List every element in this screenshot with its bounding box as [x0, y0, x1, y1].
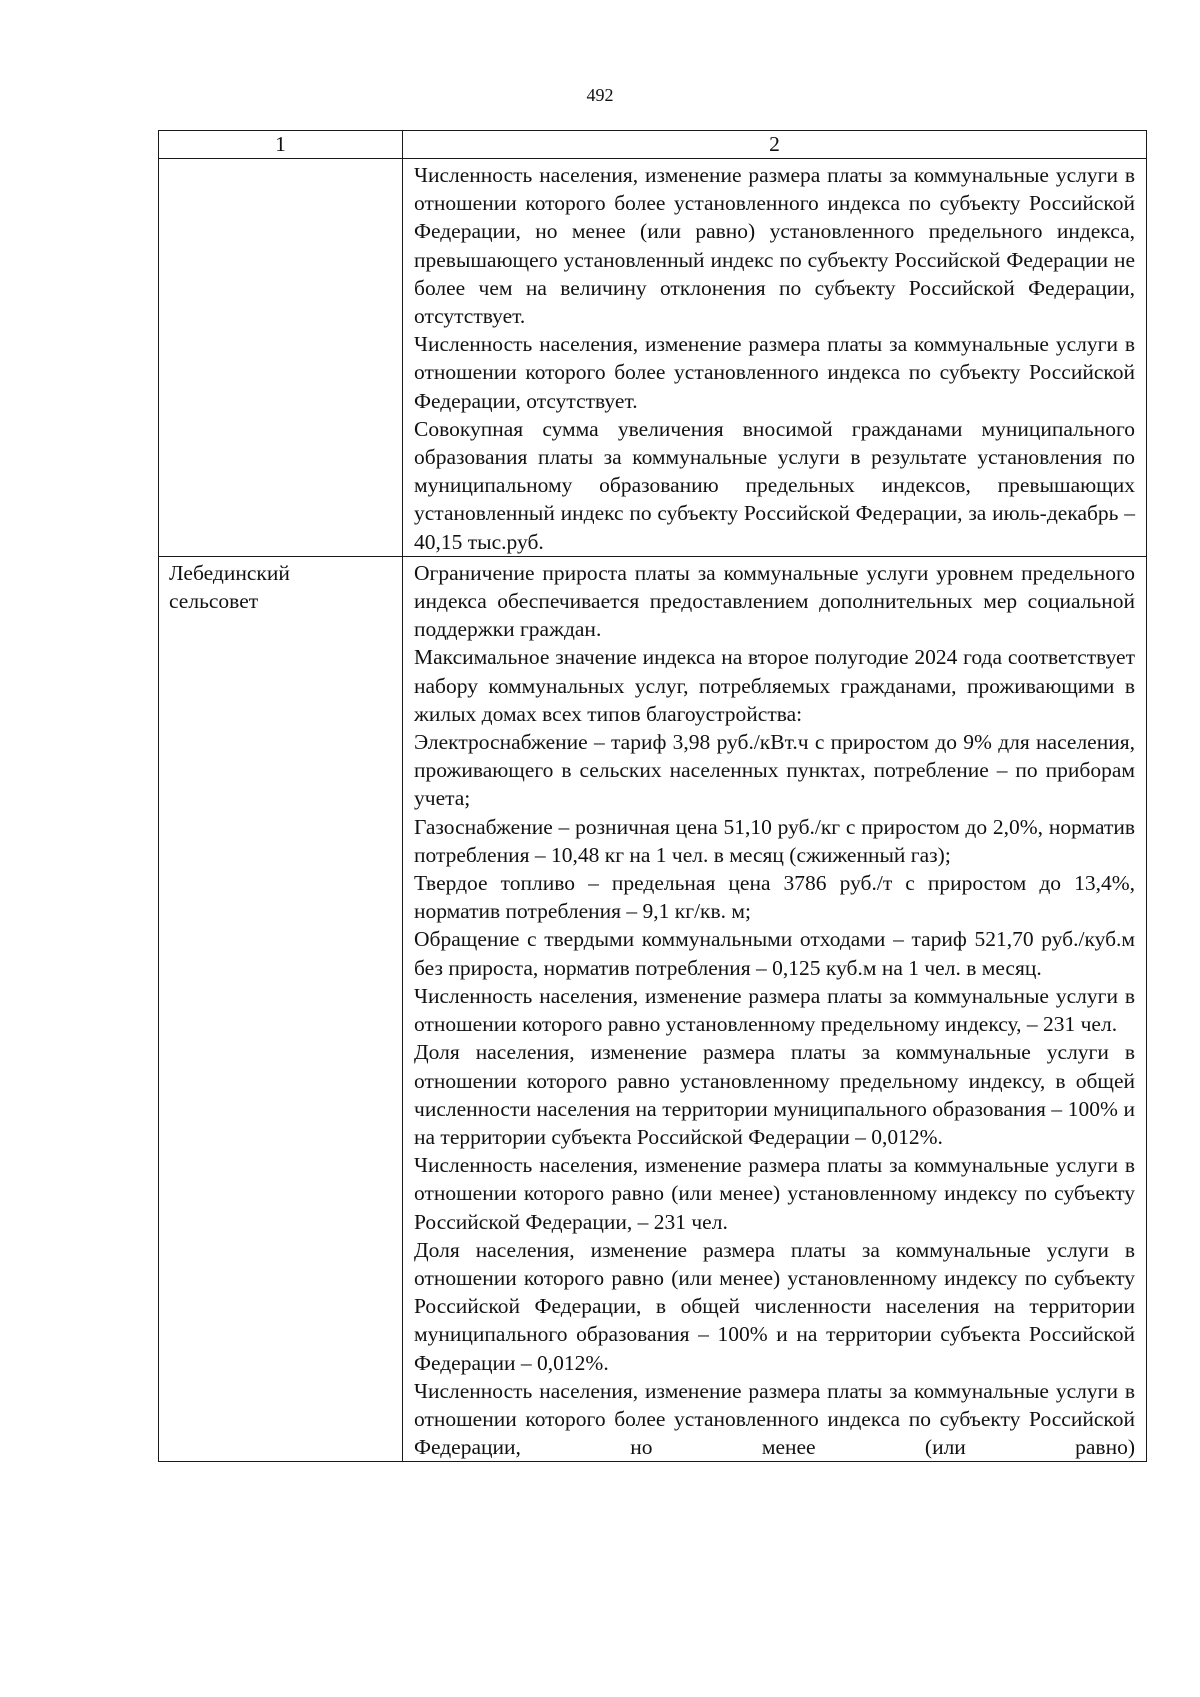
paragraph: Численность населения, изменение размера платы за коммунальные услуги в отношении которого равно (или менее) установленному индексу по субъекту Российской Федерации, – 231 чел.	[414, 1153, 1135, 1234]
paragraph: Доля населения, изменение размера платы за коммунальные услуги в отношении которого равно установленному предельному индексу, в общей численности населения на территории муниципального образования – 100% и на территории субъекта Российской Федерации – 0,012%.	[414, 1040, 1135, 1149]
paragraph: Газоснабжение – розничная цена 51,10 руб./кг с приростом до 2,0%, норматив потребления – 10,48 кг на 1 чел. в месяц (сжиженный газ);	[414, 814, 1135, 867]
table-row	[159, 556, 1147, 1462]
page-number: 492	[586, 85, 614, 105]
municipality-cell	[159, 556, 403, 1462]
description-cell	[403, 556, 1147, 1462]
paragraph: Обращение с твердыми коммунальными отходами – тариф 521,70 руб./куб.м без прироста, норматив потребления – 0,125 куб.м на 1 чел. в месяц.	[414, 927, 1135, 980]
paragraph: Твердое топливо – предельная цена 3786 руб./т с приростом до 13,4%, норматив потребления – 9,1 кг/кв. м;	[414, 871, 1135, 924]
document-table	[158, 130, 1147, 1462]
column-header-1: 1	[159, 131, 403, 159]
paragraph: Совокупная сумма увеличения вносимой гражданами муниципального образования платы за коммунальные услуги в результате установления по муниципальному образованию предельных индексов, превышающих установленный индекс по субъекту Российской Федерации, за июль-декабрь – 40,15 тыс.руб.	[414, 416, 1135, 554]
paragraph: Численность населения, изменение размера платы за коммунальные услуги в отношении которого более установленного индекса по субъекту Российской Федерации, но менее (или равно) установленного предельного индекса, превышающего установленный индекс по субъекту Российской Федерации не более чем на величину отклонения по субъекту Российской Федерации, отсутствует.	[414, 163, 1135, 329]
municipality-name-line: Лебединский	[169, 560, 290, 585]
table-body	[159, 131, 1147, 1462]
column-header-2: 2	[403, 131, 1147, 159]
description-cell	[403, 159, 1147, 557]
paragraph: Максимальное значение индекса на второе полугодие 2024 года соответствует набору коммунальных услуг, потребляемых гражданами, проживающими в жилых домах всех типов благоустройства:	[414, 645, 1135, 726]
paragraph: Численность населения, изменение размера платы за коммунальные услуги в отношении которого более установленного индекса по субъекту Российской Федерации, но менее (или равно)	[414, 1378, 1135, 1460]
paragraph: Численность населения, изменение размера платы за коммунальные услуги в отношении которого более установленного индекса по субъекту Российской Федерации, отсутствует.	[414, 332, 1135, 413]
paragraph: Электроснабжение – тариф 3,98 руб./кВт.ч с приростом до 9% для населения, проживающего в сельских населенных пунктах, потребление – по приборам учета;	[414, 730, 1135, 811]
municipality-cell	[159, 159, 403, 557]
paragraph: Доля населения, изменение размера платы за коммунальные услуги в отношении которого равно (или менее) установленному индексу по субъекту Российской Федерации, в общей численности населения на территории муниципального образования – 100% и на территории субъекта Российской Федерации – 0,012%.	[414, 1237, 1135, 1375]
table-row	[159, 159, 1147, 557]
municipality-name-line: сельсовет	[169, 589, 259, 614]
paragraph: Ограничение прироста платы за коммунальные услуги уровнем предельного индекса обеспечивается предоставлением дополнительных мер социальной поддержки граждан.	[414, 560, 1135, 642]
table-header-row	[159, 131, 1147, 159]
paragraph: Численность населения, изменение размера платы за коммунальные услуги в отношении которого равно установленному предельному индексу, – 231 чел.	[414, 983, 1135, 1037]
